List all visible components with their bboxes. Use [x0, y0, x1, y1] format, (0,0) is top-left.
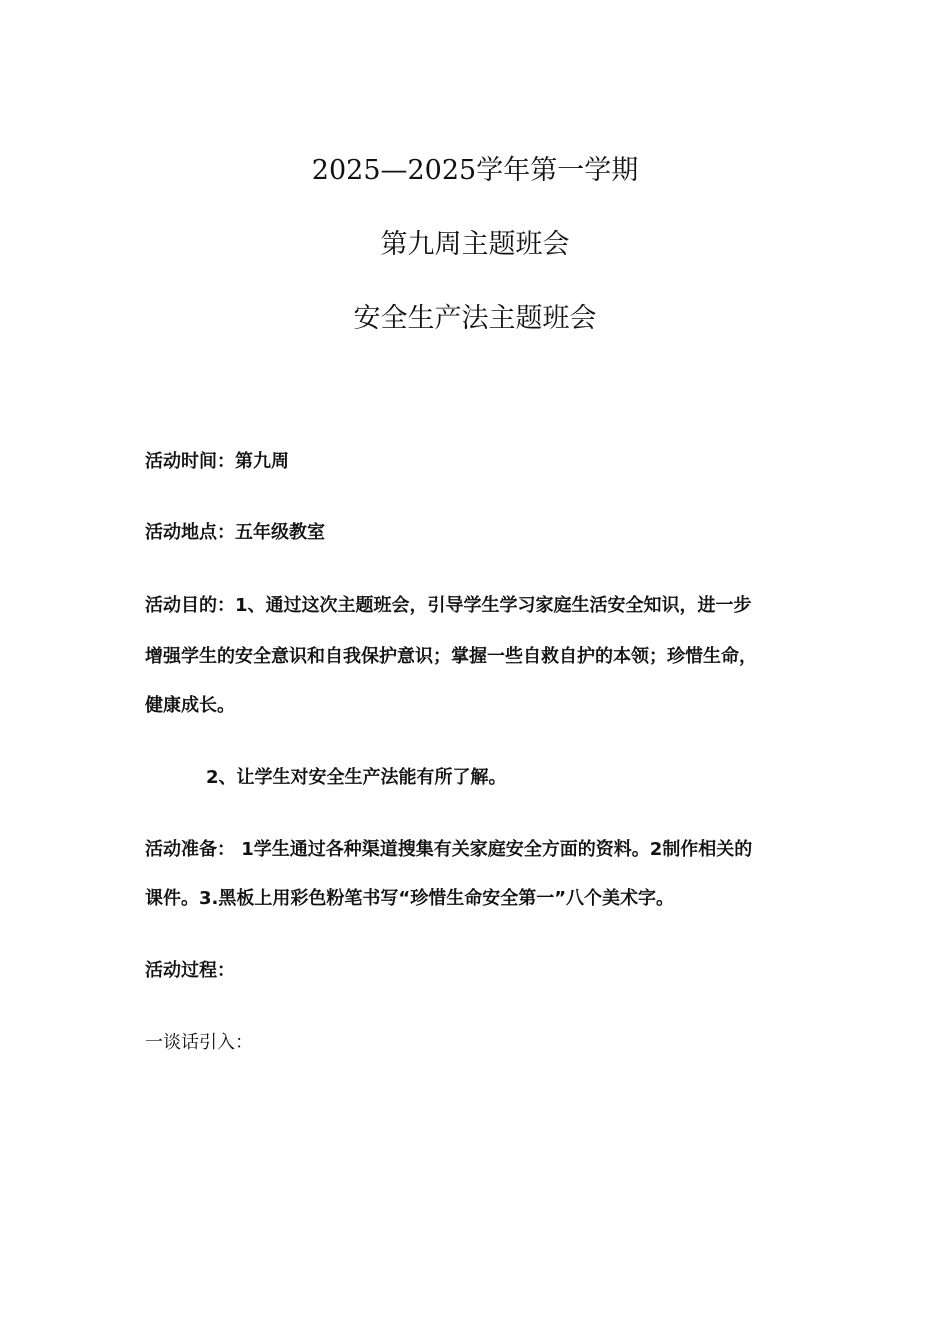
activity-preparation-line-2: 课件。3.黑板上用彩色粉笔书写“珍惜生命安全第一”八个美术字。 — [145, 888, 675, 909]
term-title: 2025—2025学年第一学期 — [311, 155, 639, 186]
activity-time: 活动时间：第九周 — [145, 451, 289, 472]
activity-purpose-line-1: 活动目的：1、通过这次主题班会，引导学生学习家庭生活安全知识，进一步 — [145, 595, 752, 616]
activity-place: 活动地点：五年级教室 — [145, 522, 325, 543]
activity-purpose-point-2: 2、让学生对安全生产法能有所了解。 — [206, 767, 507, 788]
activity-preparation-line-1: 活动准备： 1学生通过各种渠道搜集有关家庭安全方面的资料。2制作相关的 — [145, 839, 753, 860]
activity-purpose-line-3: 健康成长。 — [145, 695, 235, 716]
intro-heading: 一谈话引入： — [145, 1032, 253, 1053]
activity-purpose-line-2: 增强学生的安全意识和自我保护意识；掌握一些自救自护的本领；珍惜生命， — [145, 646, 757, 667]
week-meeting-title: 第九周主题班会 — [380, 229, 570, 260]
activity-process-heading: 活动过程： — [145, 960, 235, 981]
topic-title: 安全生产法主题班会 — [353, 303, 597, 334]
